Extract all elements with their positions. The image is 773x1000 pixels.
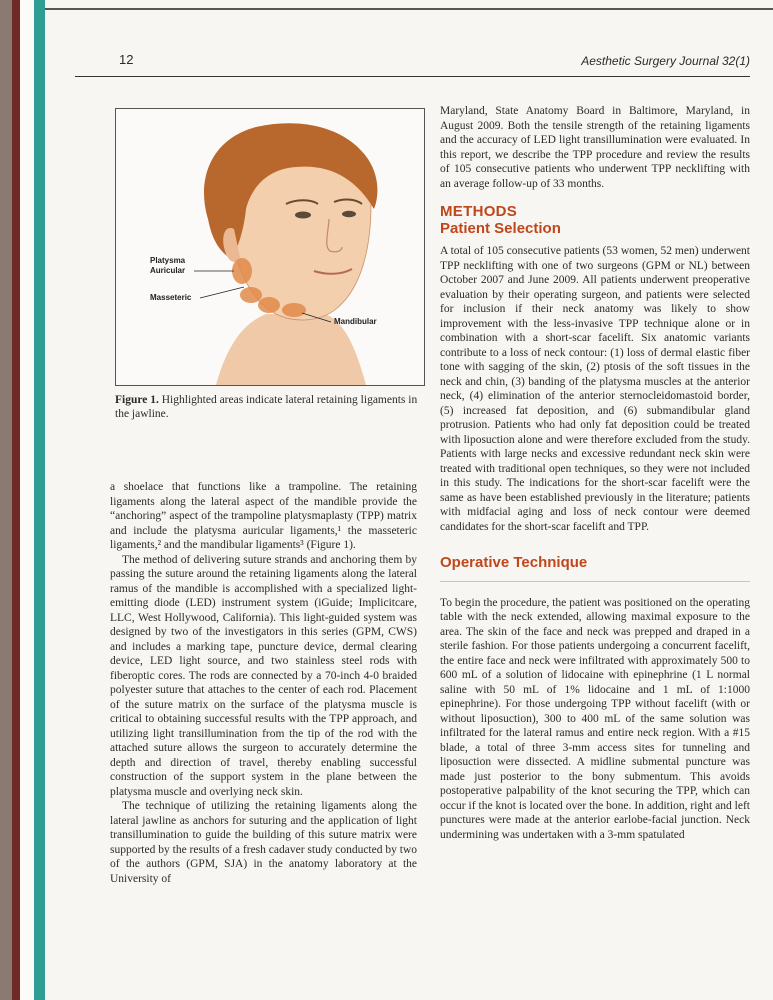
right-paragraph-1: Maryland, State Anatomy Board in Baltimore, Maryland, in August 2009. Both the tensile strength of the retaining ligaments and the accuracy of LED light transillumination were evaluated. In this report, we describe the TPP procedure and review the results of 105 consecutive patients who underwent TPP necklifting with an average follow-up of 33 months.: [440, 105, 750, 190]
left-paragraph-1: a shoelace that functions like a trampoline. The retaining ligaments along the lateral aspect of the mandible provide the “anchoring” aspect of the trampoline platysmaplasty (TPP) matrix and include the platysma auricular ligaments,¹ the masseteric ligaments,² and the mandibular ligaments³ (Figure 1).: [110, 481, 417, 551]
journal-title: Aesthetic Surgery Journal 32(1): [581, 54, 750, 68]
label-platysma: Platysma: [150, 256, 186, 265]
label-masseteric: Masseteric: [150, 293, 192, 302]
book-spine-red-band: [12, 0, 20, 1000]
masseteric-leader-line: [200, 287, 244, 298]
right-eye: [342, 211, 356, 217]
caption-label: Figure 1.: [115, 394, 159, 406]
face-illustration: [116, 109, 424, 385]
book-spine-edge: [0, 0, 12, 1000]
page-number: 12: [119, 52, 134, 67]
label-mandibular: Mandibular: [334, 317, 377, 326]
section-divider: [440, 581, 750, 582]
page-top-edge: [45, 8, 773, 10]
patient-selection-heading: Patient Selection: [440, 219, 561, 237]
label-auricular: Auricular: [150, 266, 186, 275]
masseteric-ligament-highlight-2: [258, 297, 280, 313]
mandibular-ligament-highlight: [282, 303, 306, 317]
operative-technique-heading: Operative Technique: [440, 554, 588, 571]
left-paragraph-2: The method of delivering suture strands and anchoring them by passing the suture around the retaining ligaments along the lateral ramus of the mandible is accomplished with a specialized light-emitting diode (LED) instrument system (iGuide; Implicitcare, LLC, West Hollywood, California). This light-guided system was designed by two of the investigators in this series (GPM, CWS) and includes a marking tape, puncture device, dermal clearing device, LED light source, and two stainless steel rods with fiberoptic cores. The rods are connected by a 70-inch 4-0 braided polyester suture that attaches to the center of each rod. Placement of the suture matrix on the surface of the platysma muscle is critical to obtaining successful results with the TPP approach, and utilizing light transillumination from the tip of the rod with the attached suture allows the surgeon to accurately determine the depth and direction of travel, thereby enabling successful construction of the support system in the plane between the platysma muscle and overlying neck skin.: [110, 553, 417, 798]
right-paragraph-3: To begin the procedure, the patient was positioned on the operating table with the neck extended, allowing maximal exposure to the area. The skin of the face and neck was prepped and draped in a sterile fashion. For those patients undergoing a concurrent facelift, the entire face and neck were infiltrated with approximately 500 to 600 mL of a solution of lidocaine with epinephrine (1 L normal saline with 50 mL of 1% lidocaine and 1 mL of 1:1000 epinephrine). For those undergoing TPP without facelift (with or without liposuction), 300 to 400 mL of the same solution was infiltrated for the lateral ramus and entire neck region. With a #15 blade, a total of three 3-mm access sites for tunneling and liposuction were dissected. A midline submental puncture was made just posterior to the bony submentum. This avoids postoperative palpability of the knot securing the TPP, which can occur if the knot is located over the bone. In addition, right and left punctures were made at the anterior earlobe-facial junction. Neck undermining was undertaken with a 3-mm spatulated: [440, 596, 750, 841]
running-header: [75, 52, 750, 77]
platysma-auricular-ligament-highlight: [232, 258, 252, 284]
book-spine-teal-band: [34, 0, 45, 1000]
right-column: [440, 104, 750, 842]
left-eye: [295, 212, 311, 219]
caption-text: Highlighted areas indicate lateral retaining ligaments in the jawline.: [115, 394, 418, 420]
figure-1: [115, 108, 425, 386]
left-column: [110, 480, 417, 886]
methods-heading: METHODS: [440, 203, 518, 220]
right-paragraph-2: A total of 105 consecutive patients (53 women, 52 men) underwent TPP necklifting with one of two surgeons (GPM or NL) between October 2007 and June 2009. All patients underwent preoperative evaluation by their operating surgeon, and patients were selected for inclusion if their neck anatomy was likely to show improvement with the less-invasive TPP technique alone or in combination with a short-scar facelift. Six anatomic variants contribute to a loss of neck contour: (1) loss of dermal elastic fiber tone with sagging of the skin, (2) ptosis of the soft tissues in the neck and chin, (3) banding of the platysma muscles at the anterior neck, (4) elimination of the anterior sternocleidomastoid border, (5) increased fat deposition, and (6) submandibular gland protrusion. Patients who had only fat deposition could be treated with liposuction alone and were therefore excluded from the study. Patients with large necks and excessive redundant neck skin were treated with traditional open techniques, so they were not included in this study. The indications for the short-scar facelift were the same as have been established previously in the literature; patients with midfacial aging and loss of neck contour were deemed candidates for the short-scar facelift and TPP.: [440, 245, 750, 533]
masseteric-ligament-highlight-1: [240, 287, 262, 303]
left-paragraph-3: The technique of utilizing the retaining ligaments along the lateral jawline as anchors for suturing and the application of light transillumination to guide the building of this suture matrix were supported by the results of a fresh cadaver study conducted by two of the authors (GPM, SJA) in the anatomy laboratory at the University of: [110, 800, 417, 885]
book-spine-white-band: [20, 0, 34, 1000]
figure-caption: [115, 393, 425, 421]
